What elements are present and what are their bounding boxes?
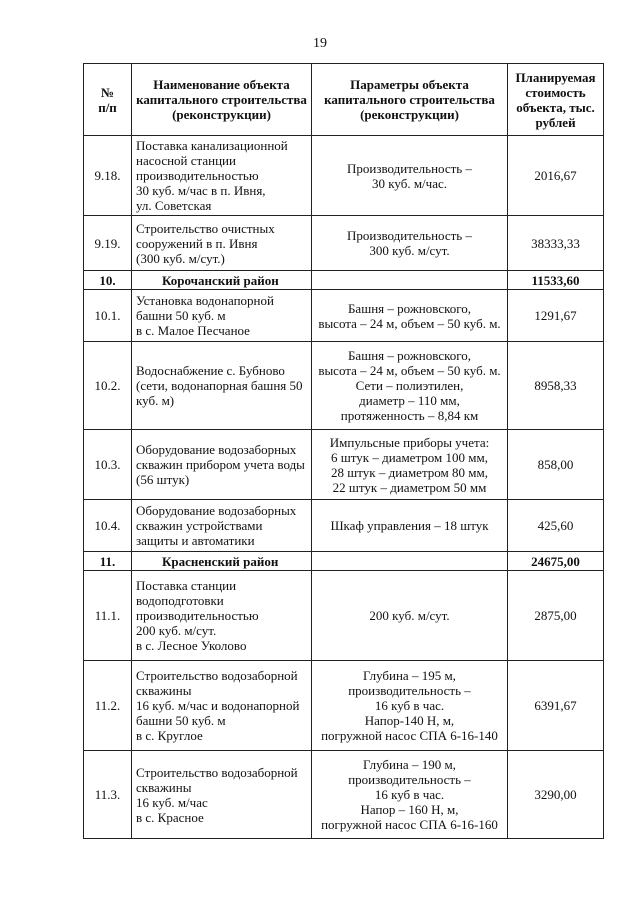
page-number: 19 <box>313 36 327 51</box>
object-name: Строительство водозаборной скважины 16 куб. м/час в с. Красное <box>132 751 312 839</box>
object-name: Поставка станции водоподготовки производительностью 200 куб. м/сут. в с. Лесное Уколово <box>132 571 312 661</box>
table-header-row <box>84 64 604 136</box>
table-row <box>84 136 604 216</box>
object-cost: 858,00 <box>508 430 604 500</box>
object-cost: 3290,00 <box>508 751 604 839</box>
object-cost: 38333,33 <box>508 216 604 271</box>
object-params: Шкаф управления – 18 штук <box>312 500 508 552</box>
object-params: Импульсные приборы учета: 6 штук – диаметром 100 мм, 28 штук – диаметром 80 мм, 22 штук – диаметром 50 мм <box>312 430 508 500</box>
object-cost: 8958,33 <box>508 342 604 430</box>
object-name: Водоснабжение с. Бубново (сети, водонапорная башня 50 куб. м) <box>132 342 312 430</box>
object-name: Строительство водозаборной скважины 16 куб. м/час и водонапорной башни 50 куб. м в с. Круглое <box>132 661 312 751</box>
table-row <box>84 571 604 661</box>
object-cost: 24675,00 <box>508 552 604 571</box>
row-number: 11.1. <box>84 571 132 661</box>
object-name: Оборудование водозаборных скважин прибором учета воды (56 штук) <box>132 430 312 500</box>
header-cost: Планируемая стоимость объекта, тыс. рублей <box>508 64 604 136</box>
table-row <box>84 290 604 342</box>
row-number: 10.2. <box>84 342 132 430</box>
district-name: Красненский район <box>132 552 312 571</box>
district-row <box>84 552 604 571</box>
object-params: Производительность – 30 куб. м/час. <box>312 136 508 216</box>
table-row <box>84 342 604 430</box>
row-number: 9.19. <box>84 216 132 271</box>
table-row <box>84 216 604 271</box>
object-name: Оборудование водозаборных скважин устройствами защиты и автоматики <box>132 500 312 552</box>
object-cost: 2875,00 <box>508 571 604 661</box>
object-cost: 2016,67 <box>508 136 604 216</box>
district-row <box>84 271 604 290</box>
object-params: 200 куб. м/сут. <box>312 571 508 661</box>
row-number: 11. <box>84 552 132 571</box>
object-params: Башня – рожновского, высота – 24 м, объем – 50 куб. м. Сети – полиэтилен, диаметр – 110 мм, протяженность – 8,84 км <box>312 342 508 430</box>
header-name: Наименование объекта капитального строительства (реконструкции) <box>132 64 312 136</box>
row-number: 11.2. <box>84 661 132 751</box>
object-cost: 1291,67 <box>508 290 604 342</box>
objects-table <box>83 63 604 839</box>
table-row <box>84 500 604 552</box>
object-cost: 6391,67 <box>508 661 604 751</box>
object-name: Поставка канализационной насосной станции производительностью 30 куб. м/час в п. Ивня, ул. Советская <box>132 136 312 216</box>
table-row <box>84 430 604 500</box>
header-params: Параметры объекта капитального строительства (реконструкции) <box>312 64 508 136</box>
object-cost: 11533,60 <box>508 271 604 290</box>
header-num: № п/п <box>84 64 132 136</box>
row-number: 11.3. <box>84 751 132 839</box>
object-cost: 425,60 <box>508 500 604 552</box>
table-row <box>84 661 604 751</box>
object-params: Производительность – 300 куб. м/сут. <box>312 216 508 271</box>
object-params <box>312 552 508 571</box>
object-name: Установка водонапорной башни 50 куб. м в с. Малое Песчаное <box>132 290 312 342</box>
row-number: 10.3. <box>84 430 132 500</box>
district-name: Корочанский район <box>132 271 312 290</box>
row-number: 9.18. <box>84 136 132 216</box>
row-number: 10.4. <box>84 500 132 552</box>
object-params: Башня – рожновского, высота – 24 м, объем – 50 куб. м. <box>312 290 508 342</box>
object-params: Глубина – 190 м, производительность – 16 куб в час. Напор – 160 Н, м, погружной насос СПА 6-16-160 <box>312 751 508 839</box>
object-params: Глубина – 195 м, производительность – 16 куб в час. Напор-140 Н, м, погружной насос СПА 6-16-140 <box>312 661 508 751</box>
table-row <box>84 751 604 839</box>
row-number: 10. <box>84 271 132 290</box>
object-params <box>312 271 508 290</box>
object-name: Строительство очистных сооружений в п. Ивня (300 куб. м/сут.) <box>132 216 312 271</box>
row-number: 10.1. <box>84 290 132 342</box>
